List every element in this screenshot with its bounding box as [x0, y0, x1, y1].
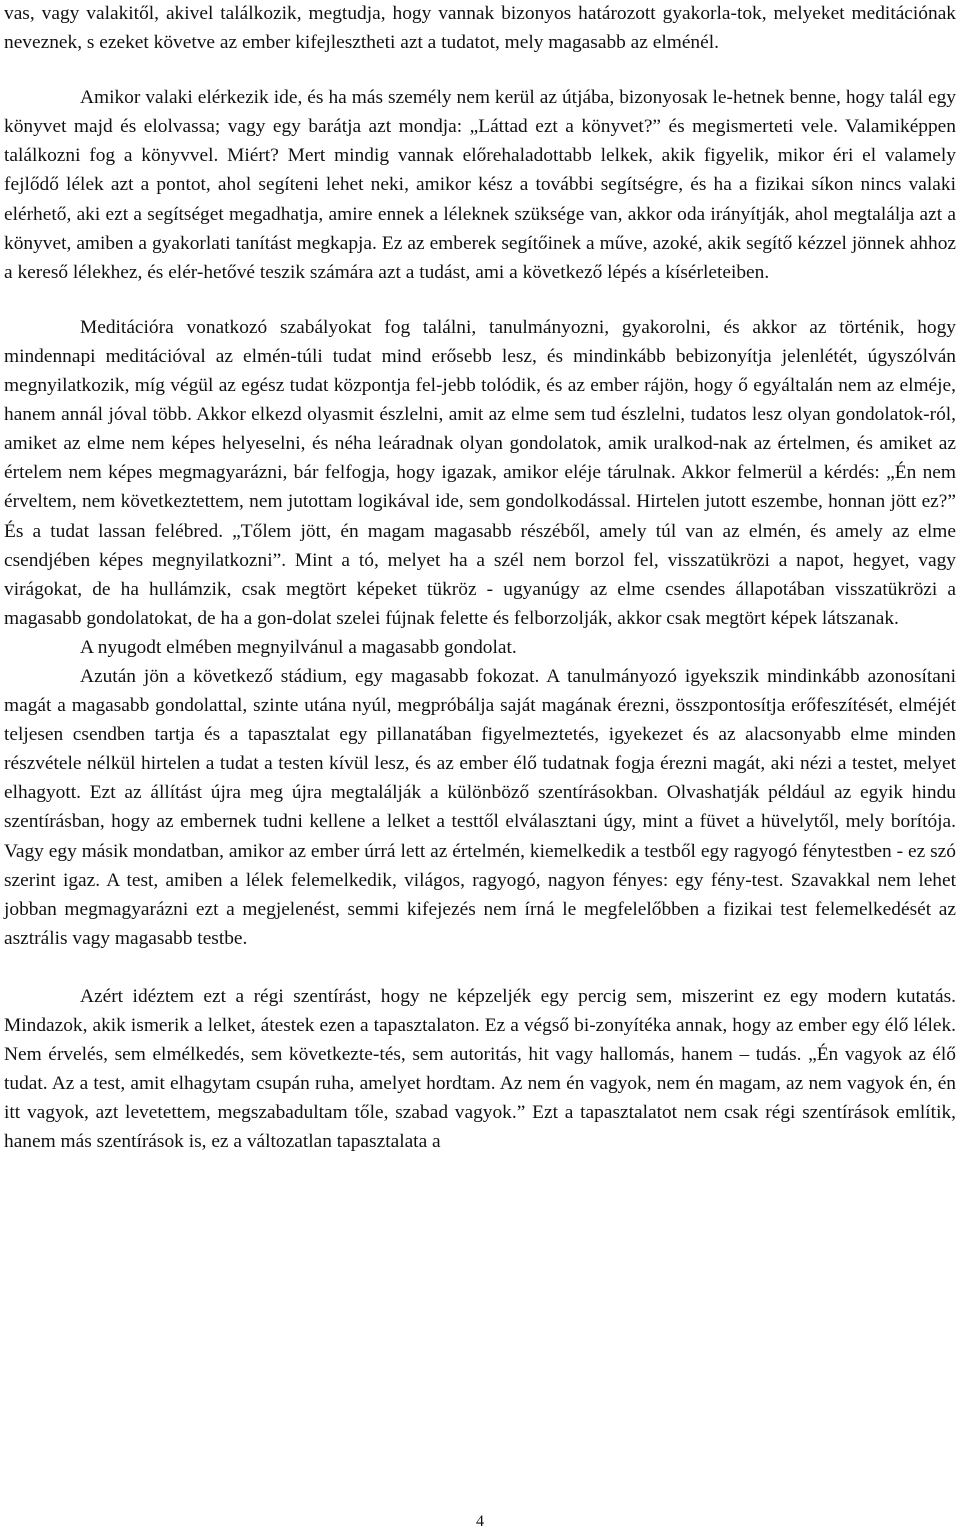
paragraph-book-encounter: Amikor valaki elérkezik ide, és ha más személy nem kerül az útjába, bizonyosak le-hetnek benne, hogy talál egy könyvet majd és elolvassa; vagy egy barátja azt mondja: „Láttad ezt a könyvet?” és megismerteti vele. Valamiképpen találkozni fog a könyvvel. Miért? Mert mindig vannak előrehaladottabb lelkek, akik figyelik, mikor éri el valamely fejlődő lélek azt a pontot, ahol segíteni lehet neki, amikor kész a további segítségre, és ha a fizikai síkon nincs valaki elérhető, aki ezt a segítséget megadhatja, amire ennek a léleknek szüksége van, akkor oda irányítják, ahol megtalálja azt a könyvet, amiben a gyakorlati tanítást megkapja. Ez az emberek segítőinek a műve, azoké, akik segítő kézzel jönnek ahhoz a kereső lélekhez, és elér-hetővé teszik számára azt a tudást, ami a következő lépés a kísérleteiben. [4, 87, 956, 283]
paragraph-scripture-quote: Azért idéztem ezt a régi szentírást, hogy ne képzeljék egy percig sem, miszerint ez egy modern kutatás. Mindazok, akik ismerik a lelket, átestek ezen a tapasztalaton. Ez a végső bi-zonyítéka annak, hogy az ember egy élő lélek. Nem érvelés, sem elmélkedés, sem következte-tés, sem autoritás, hit vagy hallomás, hanem – tudás. „Én vagyok az élő tudat. Az a test, amit elhagytam csupán ruha, amelyet hordtam. Az nem én vagyok, nem én magam, az nem vagyok én, én itt vagyok, azt levetettem, megszabadultam tőle, szabad vagyok.” Ezt a tapasztalatot nem csak régi szentírások említik, hanem más szentírások is, ez a változatlan tapasztalata a [4, 985, 956, 1153]
paragraph-next-stage: Azután jön a következő stádium, egy magasabb fokozat. A tanulmányozó igyekszik mindinkább azonosítani magát a magasabb gondolattal, szinte utána nyúl, megpróbálja saját magának érezni, összpontosítja erőfeszítését, elméjét teljesen csendben tartja és a tapasztalat egy pillanatában figyelmeztetés, igyekezet és az alacsonyabb elme minden részvétele nélkül hirtelen a tudat a testen kívül lesz, és az ember élő tudatnak fogja érezni magát, aki nézi a testet, melyet elhagyott. Ezt az állítást újra meg újra megtalálják a különböző szentírásokban. Olvashatják például az egyik hindu szentírásban, hogy az embernek tudni kellene a lelket a testtől elválasztani úgy, mint a füvet a hüvelytől, mely borítója. Vagy egy másik mondatban, amikor az ember úrrá lett az értelmén, kiemelkedik a testből egy ragyogó fénytestben - ez szó szerint igaz. A test, amiben a lélek felemelkedik, világos, ragyogó, nagyon fényes: egy fény-test. Szavakkal nem lehet jobban megmagyarázni ezt a megjelenést, semmi kifejezés nem írná le megfelelőbben a fizikai test felemelkedését az asztrális vagy magasabb testbe. [4, 665, 956, 949]
paragraph-continuation: vas, vagy valakitől, akivel találkozik, megtudja, hogy vannak bizonyos határozott gyakorla-tok, melyeket meditációnak neveznek, s ezeket követve az ember kifejlesztheti azt a tudatot, mely magasabb az elménél. [4, 3, 956, 54]
page-number: 4 [476, 1513, 484, 1530]
paragraph-meditation-rules: Meditációra vonatkozó szabályokat fog találni, tanulmányozni, gyakorolni, és akkor az történik, hogy mindennapi meditációval az elmén-túli tudat mind erősebb lesz, és mindinkább bebizonyítja jelenlétét, úgyszólván megnyilatkozik, míg végül az egész tudat központja fel-jebb tolódik, és az ember rájön, hogy ő egyáltalán nem az elméje, hanem annál jóval több. Akkor elkezd olyasmit észlelni, amit az elme sem tud észlelni, tudatos lesz olyan gondolatok-ról, amiket az elme nem képes helyeselni, és néha leáradnak olyan gondolatok, amik uralkod-nak az értelmen, és amiket az értelem nem képes megmagyarázni, bár felfogja, hogy igazak, amikor eléje tárulnak. Akkor felmerül a kérdés: „Én nem érveltem, nem következtettem, nem jutottam logikával ide, sem gondolkodással. Hirtelen jutott eszembe, honnan jött ez?” És a tudat lassan felébred. „Tőlem jött, én magam magasabb részéből, amely túl van az elmén, és amely az elme csendjében képes megnyilatkozni”. Mint a tó, melyet ha a szél nem borzol fel, visszatükrözi a napot, hegyet, vagy virágokat, de ha hullámzik, csak megtört képeket tükröz - ugyanúgy az elme csendes állapotában visszatükrözi a magasabb gondolatokat, de ha a gon-dolat szelei fújnak felette és felborzolják, akkor csak megtört képek látszanak. [4, 316, 956, 629]
document-page [4, 0, 956, 1156]
paragraph-calm-mind: A nyugodt elmében megnyilvánul a magasabb gondolat. [80, 636, 517, 658]
